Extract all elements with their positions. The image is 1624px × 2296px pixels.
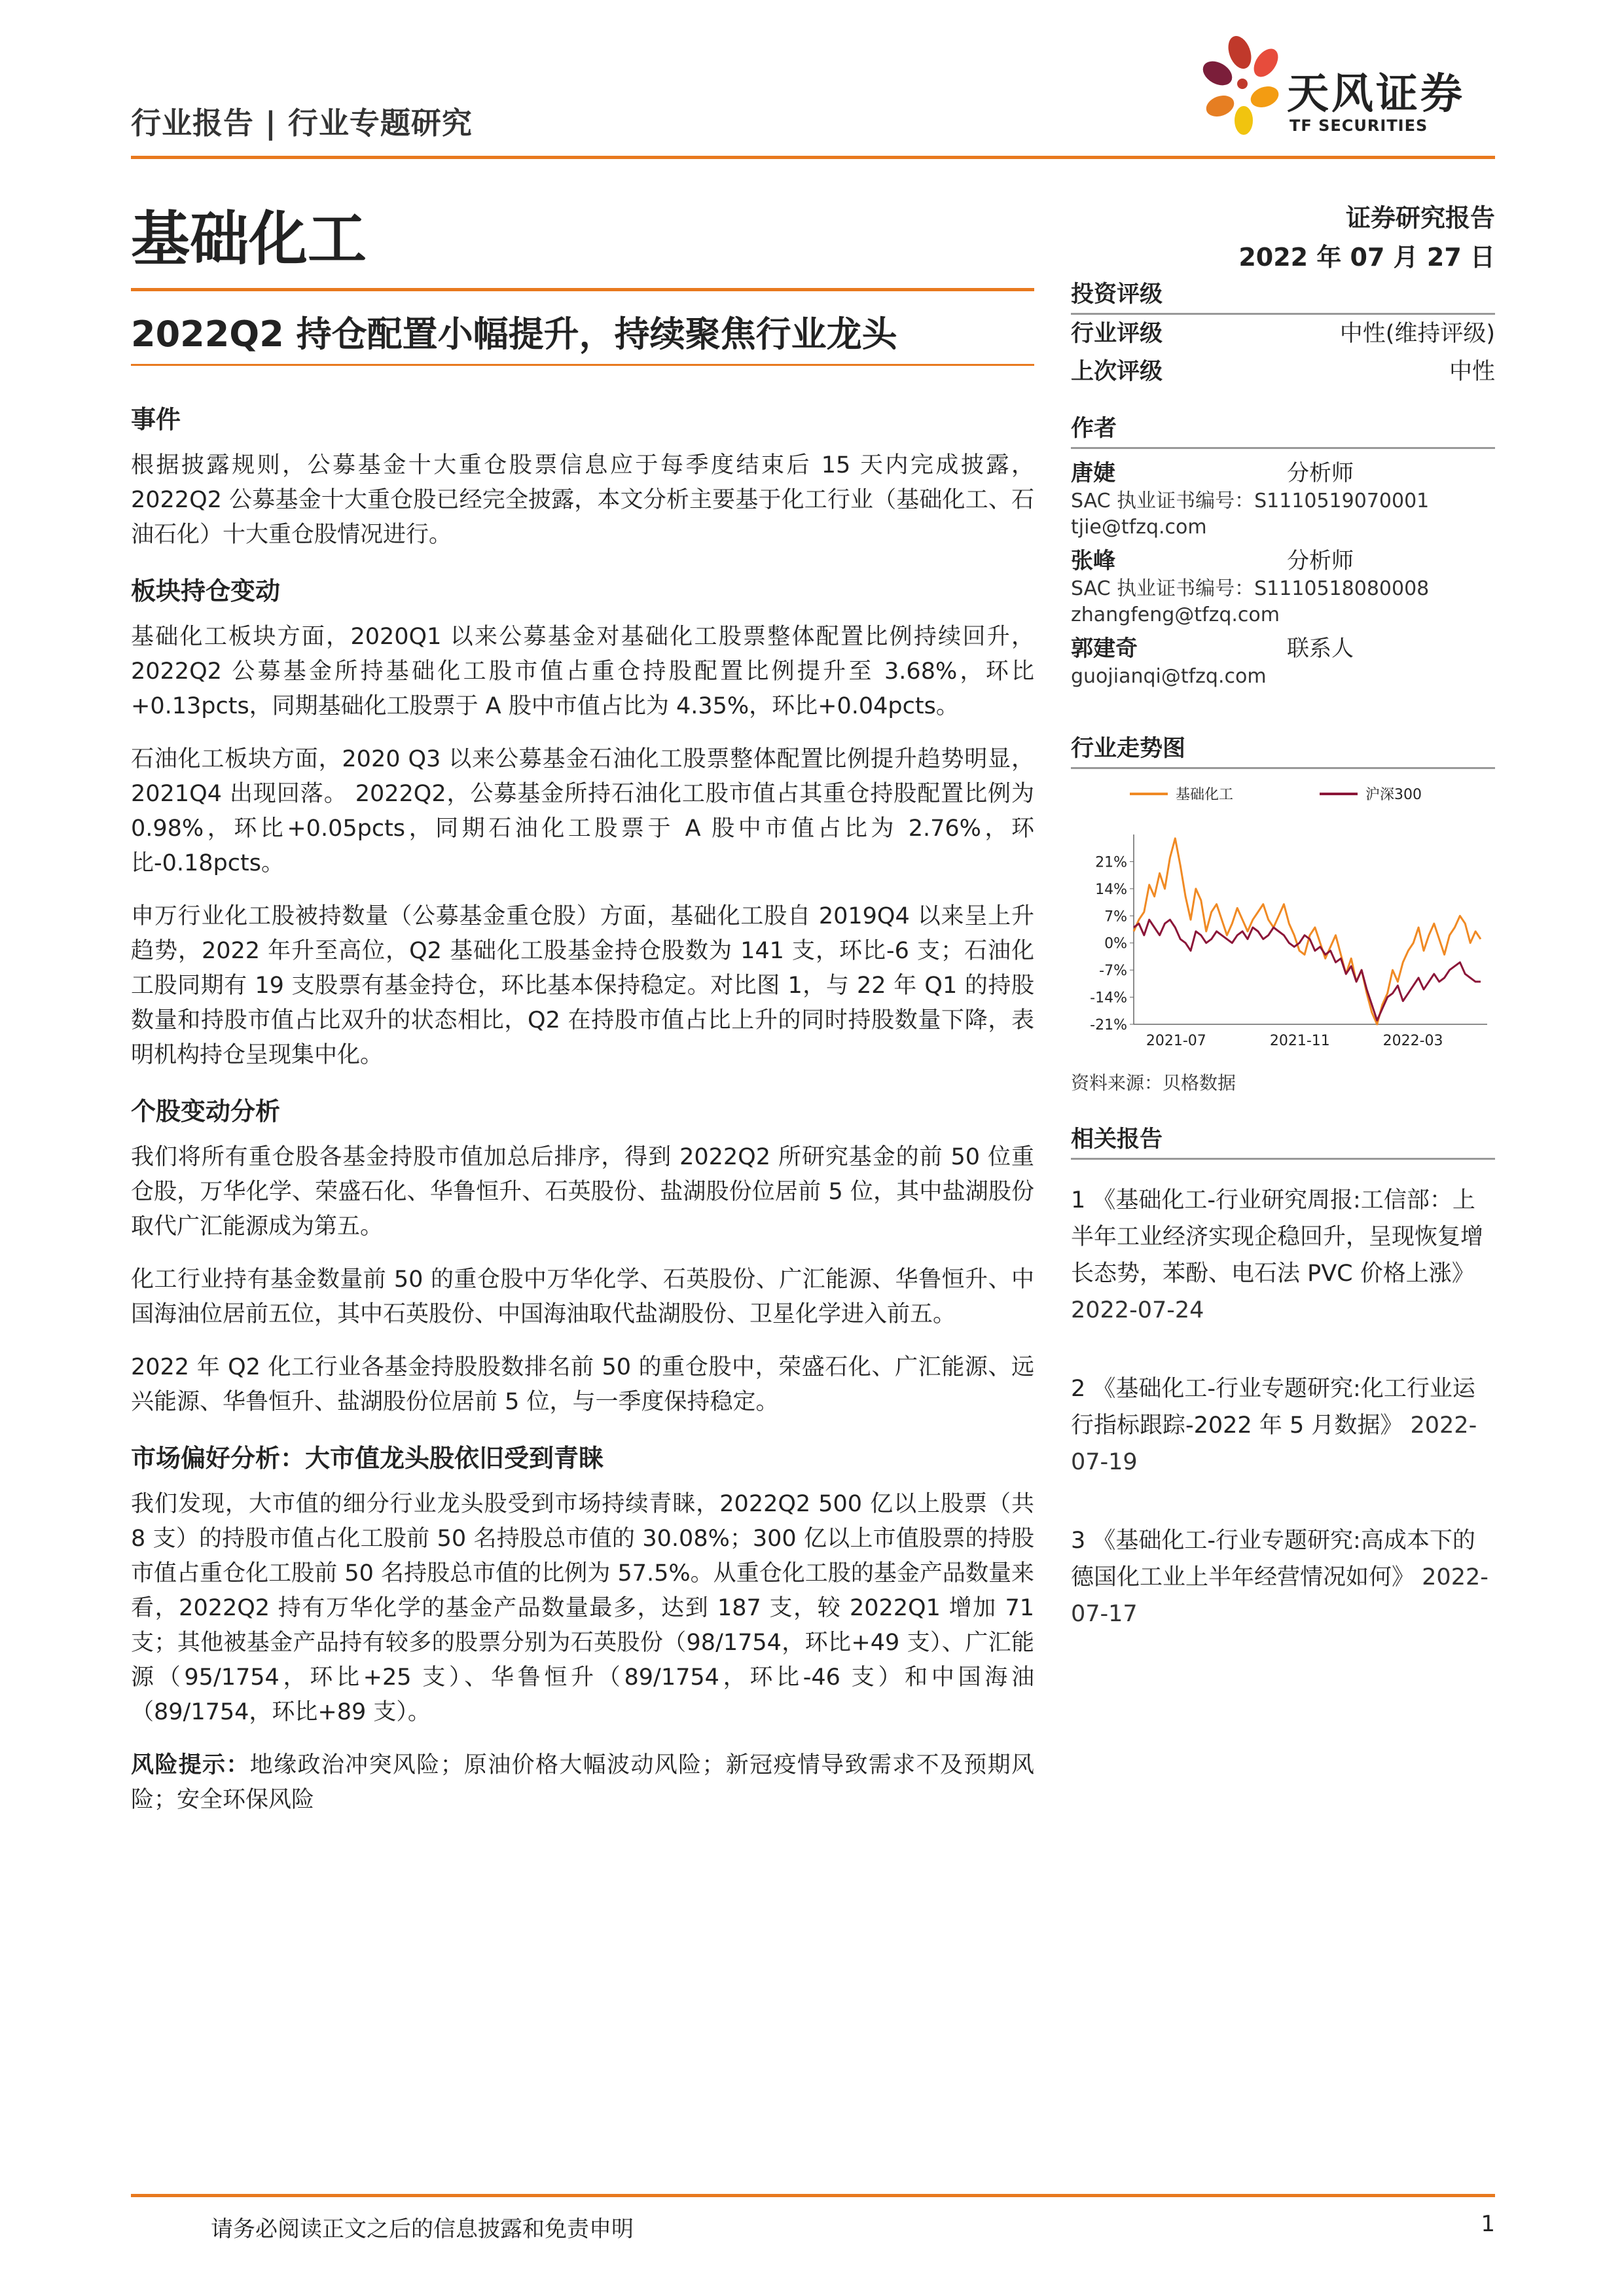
related-report-date: 2022-07-19 <box>1071 1412 1477 1475</box>
author-email[interactable]: guojianqi@tfzq.com <box>1071 665 1267 688</box>
legend-label-1: 沪深300 <box>1365 787 1422 803</box>
related-report-date: 2022-07-24 <box>1071 1297 1204 1323</box>
trend-chart-svg <box>1071 777 1495 1065</box>
stock-paragraph-1: 我们将所有重仓股各基金持股市值加总后排序，得到 2022Q2 所研究基金的前 50 位重仓股，万华化学、荣盛石化、华鲁恒升、石英股份、盐湖股份位居前 5 位，其中盐湖股份取代广汇能源成为第五。 <box>131 1144 1034 1240</box>
chart-legend <box>1130 787 1422 803</box>
rating-label: 行业评级 <box>1071 321 1163 347</box>
event-heading: 事件 <box>131 405 181 434</box>
related-heading: 相关报告 <box>1071 1120 1495 1160</box>
author-email[interactable]: tjie@tfzq.com <box>1071 516 1207 539</box>
chart-heading: 行业走势图 <box>1071 729 1495 769</box>
report-kind: 证券研究报告 <box>1345 204 1495 232</box>
related-report-title: 3 《基础化工-行业专题研究:高成本下的德国化工业上半年经营情况如何》 <box>1071 1528 1475 1590</box>
prev-rating-row <box>1071 353 1495 391</box>
sector-title: 基础化工 <box>131 205 367 274</box>
author-cert: SAC 执业证书编号：S1110518080008 <box>1071 577 1430 600</box>
author-role: 分析师 <box>1287 548 1354 574</box>
report-title: 2022Q2 持仓配置小幅提升，持续聚焦行业龙头 <box>131 314 897 355</box>
trend-chart <box>1071 777 1495 1065</box>
author-role: 分析师 <box>1287 460 1354 486</box>
y-tick-label: 14% <box>1095 881 1127 898</box>
x-tick-label: 2022-03 <box>1382 1033 1443 1049</box>
title-divider-bottom <box>131 364 1034 366</box>
x-tick-label: 2021-07 <box>1146 1033 1206 1049</box>
y-tick-label: 7% <box>1104 908 1127 925</box>
y-tick-label: -21% <box>1090 1017 1127 1033</box>
author-block <box>1071 546 1495 628</box>
author-email[interactable]: zhangfeng@tfzq.com <box>1071 603 1280 626</box>
sector-paragraph-2: 石油化工板块方面，2020 Q3 以来公募基金石油化工股票整体配置比例提升趋势明显， 2021Q4 出现回落。 2022Q2，公募基金所持石油化工股市值占其重仓持股配置比例为 0.98%，环比+0.05pcts，同期石油化工股票于 A 股中市值占比为 2.76%，环比-0.18pcts。 <box>131 746 1034 876</box>
y-axis <box>1090 834 1134 1033</box>
y-tick-label: 21% <box>1095 854 1127 871</box>
stock-heading: 个股变动分析 <box>131 1097 281 1126</box>
header-divider <box>131 156 1495 159</box>
sector-paragraph-1: 基础化工板块方面，2020Q1 以来公募基金对基础化工股票整体配置比例持续回升，2022Q2 公募基金所持基础化工股市值占重仓持股配置比例提升至 3.68%，环比+0.13pcts，同期基础化工股票于 A 股中市值占比为 4.35%，环比+0.04pcts。 <box>131 624 1034 719</box>
sector-paragraph-3: 申万行业化工股被持数量（公募基金重仓股）方面，基础化工股自 2019Q4 以来呈上升趋势，2022 年升至高位，Q2 基础化工股基金持仓股数为 141 支，环比-6 支；石油化工股同期有 19 支股票有基金持仓，环比基本保持稳定。对比图 1，与 22 年 Q1 的持股数量和持股市值占比双升的状态相比，Q2 在持股市值占比上升的同时持股数量下降，表明机构持仓呈现集中化。 <box>131 903 1034 1068</box>
risk-text: 地缘政治冲突风险；原油价格大幅波动风险；新冠疫情导致需求不及预期风险；安全环保风险 <box>131 1752 1034 1813</box>
x-tick-label: 2021-11 <box>1269 1033 1330 1049</box>
related-report[interactable] <box>1071 1182 1495 1329</box>
market-paragraph: 我们发现，大市值的细分行业龙头股受到市场持续青睐，2022Q2 500 亿以上股票（共 8 支）的持股市值占化工股前 50 名持股总市值的 30.08%；300 亿以上市值股票的持股市值占重仓化工股前 50 名持股总市值的比例为 57.5%。从重仓化工股的基金产品数量来看，2022Q2 持有万华化学的基金产品数量最多，达到 187 支，较 2022Q1 增加 71 支；其他被基金产品持有较多的股票分别为石英股份（98/1754，环比+49 支）、广汇能源（95/1754，环比+25 支）、华鲁恒升（89/1754，环比-46 支）和中国海油（89/1754，环比+89 支）。 <box>131 1491 1034 1725</box>
legend-label-0: 基础化工 <box>1176 787 1234 803</box>
logo-text-en: TF SECURITIES <box>1290 117 1428 135</box>
y-tick-label: -14% <box>1090 990 1127 1007</box>
prev-rating-value: 中性 <box>1449 359 1495 385</box>
logo-text-cn: 天风证券 <box>1287 70 1465 118</box>
authors-heading: 作者 <box>1071 409 1495 449</box>
report-category: 行业报告 | 行业专题研究 <box>131 105 473 141</box>
related-report-date: 2022-07-17 <box>1071 1564 1489 1627</box>
stock-paragraph-3: 2022 年 Q2 化工行业各基金持股股数排名前 50 的重仓股中，荣盛石化、广汇能源、远兴能源、华鲁恒升、盐湖股份位居前 5 位，与一季度保持稳定。 <box>131 1354 1034 1415</box>
title-divider-top <box>131 288 1034 291</box>
chart-source: 资料来源：贝格数据 <box>1071 1072 1236 1094</box>
y-tick-label: 0% <box>1104 935 1127 952</box>
market-heading: 市场偏好分析：大市值龙头股依旧受到青睐 <box>131 1444 604 1473</box>
main-content <box>131 390 1034 1836</box>
company-logo <box>1202 34 1490 145</box>
related-report[interactable] <box>1071 1522 1495 1632</box>
author-role: 联系人 <box>1287 636 1354 662</box>
author-name: 郭建奇 <box>1071 636 1138 662</box>
logo-flower-icon <box>1202 34 1287 145</box>
page-number: 1 <box>1481 2211 1495 2237</box>
stock-paragraph-2: 化工行业持有基金数量前 50 的重仓股中万华化学、石英股份、广汇能源、华鲁恒升、中国海油位居前五位，其中石英股份、中国海油取代盐湖股份、卫星化学进入前五。 <box>131 1266 1034 1327</box>
x-axis <box>1134 1024 1487 1049</box>
prev-rating-label: 上次评级 <box>1071 359 1163 385</box>
event-paragraph: 根据披露规则，公募基金十大重仓股票信息应于每季度结束后 15 天内完成披露，2022Q2 公募基金十大重仓股已经完全披露，本文分析主要基于化工行业（基础化工、石油石化）十大重仓股情况进行。 <box>131 452 1034 548</box>
related-report[interactable] <box>1071 1371 1495 1480</box>
footer-divider <box>131 2194 1495 2197</box>
risk-paragraph <box>131 1748 1034 1818</box>
report-date: 2022 年 07 月 27 日 <box>1238 243 1495 272</box>
footer-disclaimer: 请务必阅读正文之后的信息披露和免责申明 <box>211 2216 634 2242</box>
risk-label: 风险提示： <box>131 1752 250 1778</box>
rating-row <box>1071 315 1495 353</box>
series-line-0 <box>1134 838 1481 1024</box>
rating-heading: 投资评级 <box>1071 275 1495 315</box>
author-block <box>1071 634 1495 690</box>
rating-value: 中性(维持评级) <box>1339 321 1495 347</box>
author-cert: SAC 执业证书编号：S1110519070001 <box>1071 490 1430 512</box>
y-tick-label: -7% <box>1099 963 1127 980</box>
sector-heading: 板块持仓变动 <box>131 577 281 605</box>
chart-series <box>1134 838 1481 1024</box>
related-report-title: 2 《基础化工-行业专题研究:化工行业运行指标跟踪-2022 年 5 月数据》 <box>1071 1376 1475 1439</box>
sidebar <box>1071 275 1495 1632</box>
author-name: 唐婕 <box>1071 460 1115 486</box>
related-report-title: 1 《基础化工-行业研究周报:工信部：上半年工业经济实现企稳回升，呈现恢复增长态势，苯酚、电石法 PVC 价格上涨》 <box>1071 1187 1484 1287</box>
author-name: 张峰 <box>1071 548 1115 574</box>
author-block <box>1071 458 1495 541</box>
